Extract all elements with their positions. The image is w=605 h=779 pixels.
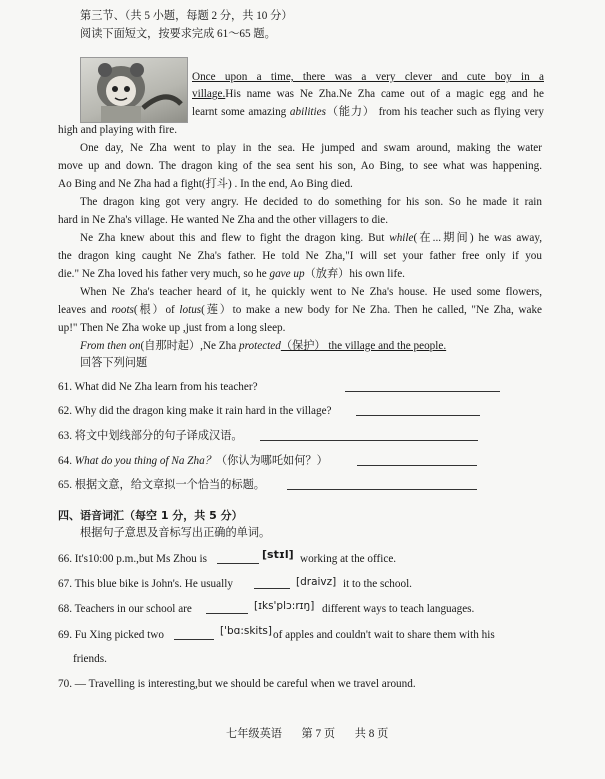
passage-line: Ao Bing and Ne Zha had a fight(打斗) . In the end, Ao Bing died. bbox=[58, 178, 353, 190]
question-65: 65. 根据文意，给文章拟一个恰当的标题。 bbox=[58, 479, 265, 491]
footer-subject: 七年级英语 bbox=[226, 728, 282, 740]
ne-zha-illustration bbox=[80, 57, 188, 123]
question-61: 61. What did Ne Zha learn from his teacher? bbox=[58, 381, 258, 393]
answer-blank-64[interactable] bbox=[357, 453, 477, 466]
passage-line: the dragon king caught Ne Zha's father. He told Ne Zha,"I will set your father free only if you bbox=[58, 250, 542, 262]
passage-line: learnt some amazing abilities（能力） from his teacher such as flying very bbox=[192, 106, 544, 118]
answer-prompt: 回答下列问题 bbox=[80, 357, 148, 369]
vocab-66: 66. It's10:00 p.m.,but Ms Zhou is bbox=[58, 553, 208, 565]
phonetic-67: [draivz] bbox=[296, 576, 337, 588]
question-64: 64. What do you thing of Na Zha？（你认为哪吒如何？） bbox=[58, 455, 328, 467]
passage-line: Ne Zha knew about this and flew to fight the dragon king. But while(在...期间) he was away, bbox=[80, 232, 542, 244]
vocab-69: 69. Fu Xing picked two bbox=[58, 629, 164, 641]
section3-heading: 第三节、（共 5 小题，每题 2 分，共 10 分） bbox=[80, 10, 293, 22]
vocab-68: 68. Teachers in our school are bbox=[58, 603, 192, 615]
answer-blank-61[interactable] bbox=[345, 379, 500, 392]
passage-line: From then on(自那时起）,Ne Zha protected（保护） the village and the people. bbox=[80, 340, 447, 352]
answer-blank-62[interactable] bbox=[356, 403, 480, 416]
footer-page: 第 7 页 bbox=[301, 728, 336, 740]
section4-instruction: 根据句子意思及音标写出正确的单词。 bbox=[80, 527, 271, 539]
vocab-67: 67. This blue bike is John's. He usually bbox=[58, 578, 233, 590]
passage-line: move up and down. The dragon king of the sea sent his son, Ao Bing, to see what was happening. bbox=[58, 160, 542, 172]
passage-line: leaves and roots(根）of lotus(莲）to make a new body for Ne Zha. Then he called, "Ne Zha, wake bbox=[58, 304, 543, 316]
answer-blank-67[interactable] bbox=[254, 576, 290, 589]
footer bbox=[226, 726, 388, 743]
section4-heading: 四、语音词汇（每空 1 分，共 5 分） bbox=[58, 509, 243, 522]
vocab-67-post: it to the school. bbox=[343, 578, 412, 590]
answer-blank-63[interactable] bbox=[260, 428, 478, 441]
passage-line: Once upon a time, there was a very clever and cute boy in a bbox=[192, 71, 544, 83]
question-62: 62. Why did the dragon king make it rain hard in the village? bbox=[58, 405, 332, 417]
phonetic-68: [ɪks'plɔ:rɪŋ] bbox=[254, 600, 315, 612]
vocab-69-cont: friends. bbox=[73, 653, 107, 665]
passage-line: hard in Ne Zha's village. He wanted Ne Zha and the other villagers to die. bbox=[58, 214, 389, 226]
passage-line: One day, Ne Zha went to play in the sea. He jumped and swam around, making the water bbox=[80, 142, 542, 154]
answer-blank-68[interactable] bbox=[206, 601, 248, 614]
phonetic-66: [stɪl] bbox=[262, 548, 294, 561]
vocab-69-post: of apples and couldn't wait to share them with his bbox=[273, 629, 495, 641]
footer-total: 共 8 页 bbox=[354, 728, 389, 740]
section3-instruction: 阅读下面短文，按要求完成 61～65 题。 bbox=[80, 28, 276, 40]
passage-line: die." Ne Zha loved his father very much, so he gave up（放弃）his own life. bbox=[58, 268, 405, 280]
passage-line: When Ne Zha's teacher heard of it, he quickly went to Ne Zha's house. He used some flowers, bbox=[80, 286, 542, 298]
passage-line: village.His name was Ne Zha.Ne Zha came out of a magic egg and he bbox=[192, 88, 544, 100]
vocab-68-post: different ways to teach languages. bbox=[322, 603, 475, 615]
answer-blank-66[interactable] bbox=[217, 551, 259, 564]
passage-line: high and playing with fire. bbox=[58, 124, 177, 136]
answer-blank-65[interactable] bbox=[287, 477, 477, 490]
question-63: 63. 将文中划线部分的句子译成汉语。 bbox=[58, 430, 243, 442]
answer-blank-69[interactable] bbox=[174, 627, 214, 640]
passage-line: The dragon king got very angry. He decided to do something for his son. So he made it rain bbox=[80, 196, 542, 208]
phonetic-69: ['bɑ:skits] bbox=[220, 625, 273, 637]
vocab-66-post: working at the office. bbox=[300, 553, 397, 565]
passage-line: up!" Then Ne Zha woke up ,just from a long sleep. bbox=[58, 322, 286, 334]
vocab-70: 70. — Travelling is interesting,but we should be careful when we travel around. bbox=[58, 678, 416, 690]
